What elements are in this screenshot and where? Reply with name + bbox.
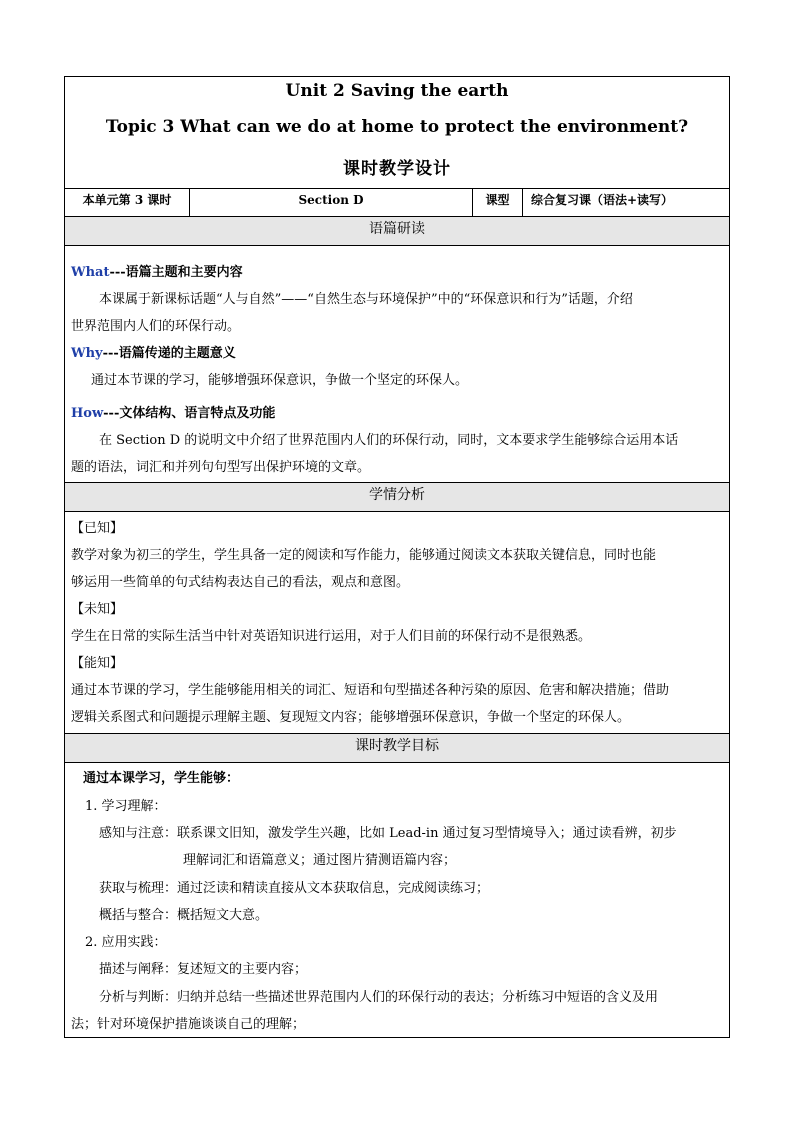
known-label: 【已知】	[71, 521, 124, 536]
objective-item-1: 1. 学习理解：	[85, 799, 167, 814]
what-title: ---语篇主题和主要内容	[109, 265, 243, 280]
lesson-info-row	[65, 189, 729, 217]
what-text-line-1: 本课属于新课标话题“人与自然”——“自然生态与环境保护”中的“环保意识和行为”话题，介绍	[99, 292, 633, 307]
learner-analysis-header: 学情分析	[65, 482, 729, 512]
able-label: 【能知】	[71, 656, 124, 671]
what-heading	[71, 261, 723, 280]
objectives-intro: 通过本课学习，学生能够：	[83, 771, 240, 786]
lesson-number: 本单元第 3 课时	[65, 189, 190, 216]
how-text-line-1: 在 Section D 的说明文中介绍了世界范围内人们的环保行动，同时，文本要求学生能够综合运用本话	[99, 433, 679, 448]
objectives-header: 课时教学目标	[65, 733, 729, 763]
known-text-line-2: 够运用一些简单的句式结构表达自己的看法，观点和意图。	[71, 575, 410, 590]
objective-item-2: 2. 应用实践：	[85, 935, 167, 950]
lesson-plan-table	[64, 76, 730, 1038]
objective-1b: 获取与梳理：通过泛读和精读直接从文本获取信息，完成阅读练习；	[99, 881, 490, 896]
objective-1c: 概括与整合：概括短文大意。	[99, 908, 269, 923]
why-text-line-1: 通过本节课的学习，能够增强环保意识，争做一个坚定的环保人。	[91, 373, 469, 388]
how-title: ---文体结构、语言特点及功能	[103, 406, 276, 421]
how-text-line-2: 题的语法，词汇和并列句句型写出保护环境的文章。	[71, 460, 371, 475]
what-text-line-2: 世界范围内人们的环保行动。	[71, 319, 241, 334]
why-title: ---语篇传递的主题意义	[102, 346, 236, 361]
known-text-line-1: 教学对象为初三的学生，学生具备一定的阅读和写作能力，能够通过阅读文本获取关键信息，同时也能	[71, 548, 657, 563]
how-keyword: How	[71, 406, 104, 421]
why-keyword: Why	[71, 346, 103, 361]
objective-2b-line-2: 法；针对环境保护措施谈谈自己的理解；	[71, 1017, 306, 1032]
objective-2b-line-1: 分析与判断：归纳并总结一些描述世界范围内人们的环保行动的表达；分析练习中短语的含义及用	[99, 990, 659, 1005]
objective-1a-line-2: 理解词汇和语篇意义；通过图片猜测语篇内容；	[183, 853, 457, 868]
lesson-type-value: 综合复习课（语法+读写）	[531, 193, 674, 207]
what-keyword: What	[71, 265, 110, 280]
lesson-type-label: 课型	[473, 189, 523, 216]
unit-title: Unit 2 Saving the earth	[285, 81, 509, 101]
unknown-label: 【未知】	[71, 602, 124, 617]
able-text-line-2: 逻辑关系图式和问题提示理解主题、复现短文内容；能够增强环保意识，争做一个坚定的环保人。	[71, 710, 631, 725]
design-title: 课时教学设计	[343, 159, 451, 179]
objective-1a-line-1: 感知与注意：联系课文旧知，激发学生兴趣，比如 Lead-in 通过复习型情境导入；通过读看辨，初步	[99, 826, 677, 841]
unknown-text-line-1: 学生在日常的实际生活当中针对英语知识进行运用，对于人们目前的环保行动不是很熟悉。	[71, 629, 592, 644]
topic-title: Topic 3 What can we do at home to protect the environment?	[105, 117, 689, 137]
how-heading	[71, 402, 723, 421]
section-name: Section D	[190, 189, 473, 216]
why-heading	[71, 342, 723, 361]
objective-2a: 描述与阐释：复述短文的主要内容；	[99, 962, 308, 977]
able-text-line-1: 通过本节课的学习，学生能够能用相关的词汇、短语和句型描述各种污染的原因、危害和解决措施；借助	[71, 683, 670, 698]
text-study-header: 语篇研读	[65, 217, 729, 246]
title-block	[65, 77, 729, 189]
